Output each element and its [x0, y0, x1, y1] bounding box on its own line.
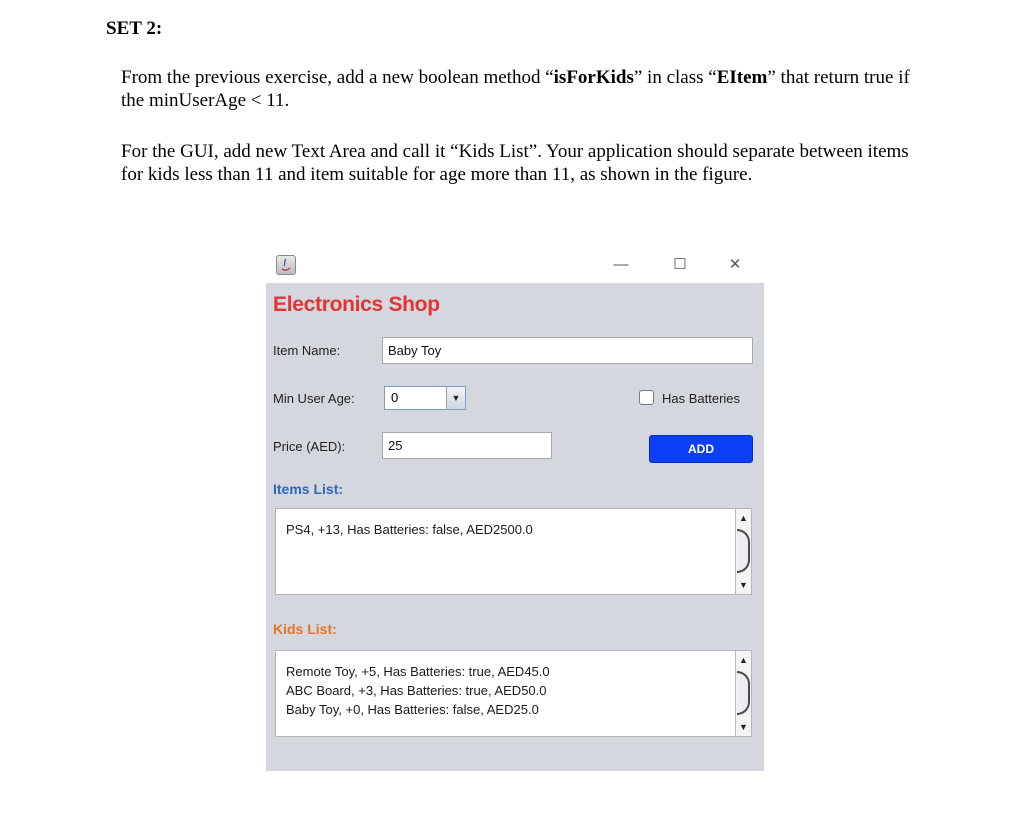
minimize-button[interactable]: —	[613, 256, 629, 273]
instruction-paragraph-2: For the GUI, add new Text Area and call it “Kids List”. Your application should separate between items for kids less than 11 and item suitable for age more than 11, as shown in the figure.	[121, 141, 909, 185]
price-input[interactable]: 25	[382, 432, 552, 459]
window-content	[266, 283, 764, 771]
scroll-thumb[interactable]	[737, 529, 750, 573]
scroll-thumb[interactable]	[737, 671, 750, 715]
list-item: ABC Board, +3, Has Batteries: true, AED50.0	[286, 683, 547, 698]
kids-scrollbar[interactable]	[735, 650, 752, 737]
has-batteries-checkbox[interactable]	[639, 390, 654, 405]
item-name-input[interactable]: Baby Toy	[382, 337, 753, 364]
add-button[interactable]: ADD	[649, 435, 753, 463]
kids-list-textarea[interactable]	[275, 650, 745, 737]
instruction-paragraph-1: From the previous exercise, add a new boolean method “isForKids” in class “EItem” that return true if the minUserAge < 11.	[121, 67, 910, 111]
min-age-select[interactable]	[384, 386, 466, 410]
items-scrollbar[interactable]	[735, 508, 752, 595]
min-age-label: Min User Age:	[273, 391, 355, 406]
list-item: Remote Toy, +5, Has Batteries: true, AED45.0	[286, 664, 550, 679]
min-age-value: 0	[391, 390, 399, 405]
items-list-label: Items List:	[273, 481, 344, 497]
list-item: Baby Toy, +0, Has Batteries: false, AED25.0	[286, 702, 539, 717]
scroll-down-icon[interactable]: ▼	[739, 722, 748, 732]
scroll-up-icon[interactable]: ▲	[739, 655, 748, 665]
kids-list-label: Kids List:	[273, 621, 337, 637]
java-app-icon	[276, 255, 296, 275]
window-titlebar	[266, 249, 764, 283]
scroll-down-icon[interactable]: ▼	[739, 580, 748, 590]
item-name-label: Item Name:	[273, 343, 341, 358]
method-name: isForKids	[553, 67, 634, 88]
items-list-textarea[interactable]	[275, 508, 745, 595]
class-name: EItem	[716, 67, 768, 88]
set-heading: SET 2:	[106, 18, 163, 39]
close-button[interactable]: ✕	[728, 256, 742, 273]
price-label: Price (AED):	[273, 439, 346, 454]
scroll-up-icon[interactable]: ▲	[739, 513, 748, 523]
dropdown-arrow-icon[interactable]: ▼	[446, 387, 465, 409]
maximize-button[interactable]: ☐	[673, 256, 687, 273]
list-item: PS4, +13, Has Batteries: false, AED2500.0	[286, 522, 533, 537]
app-window	[266, 249, 764, 771]
has-batteries-label[interactable]: Has Batteries	[662, 391, 741, 406]
shop-title: Electronics Shop	[273, 293, 440, 316]
